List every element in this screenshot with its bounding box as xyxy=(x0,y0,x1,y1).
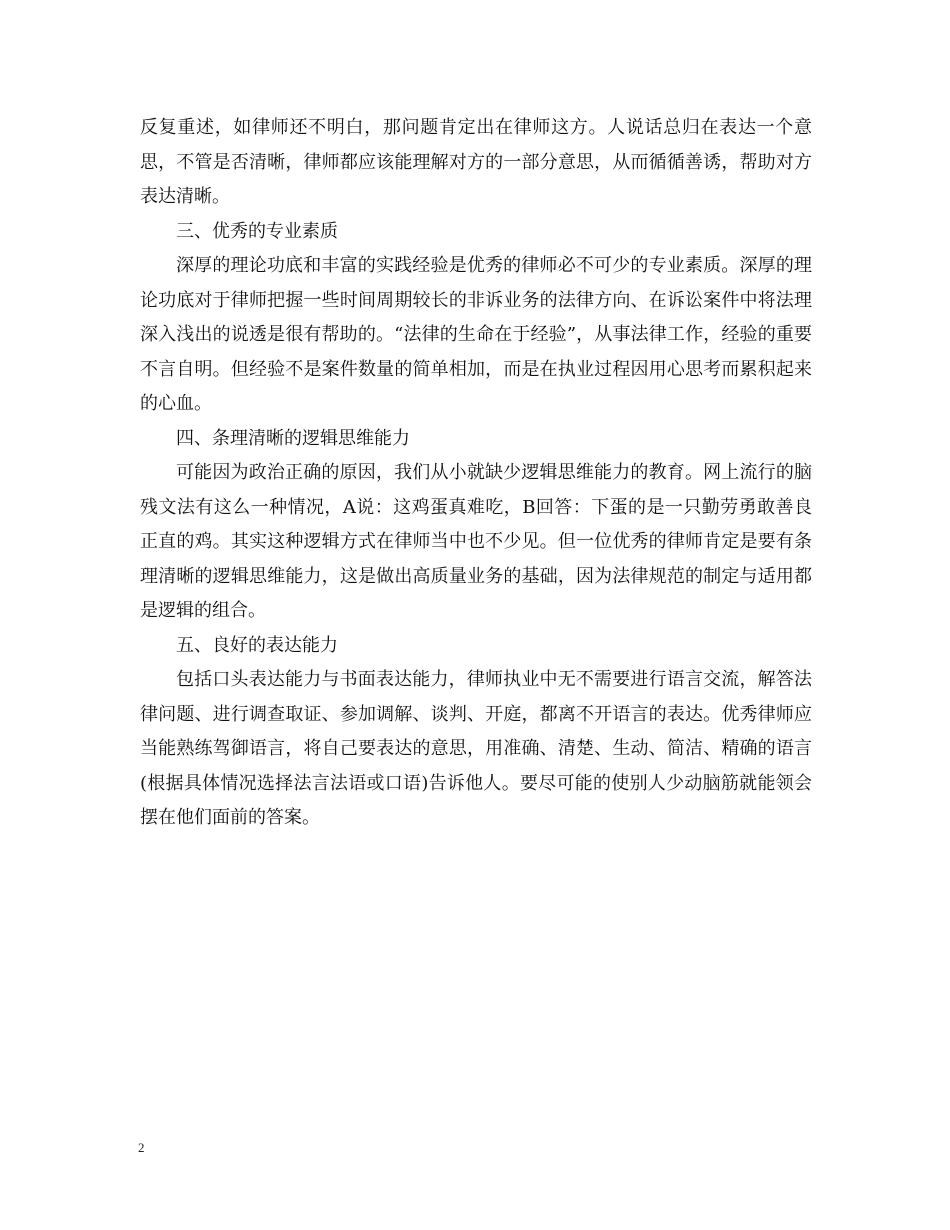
document-body xyxy=(140,111,812,836)
paragraph-professional-quality: 深厚的理论功底和丰富的实践经验是优秀的律师必不可少的专业素质。深厚的理论功底对于律师把握一些时间周期较长的非诉业务的法律方向、在诉讼案件中将法理深入浅出的说透是很有帮助的。“法律的生命在于经验”，从事法律工作，经验的重要不言自明。但经验不是案件数量的简单相加，而是在执业过程因用心思考而累积起来的心血。 xyxy=(140,255,812,414)
paragraph-logical-thinking: 可能因为政治正确的原因，我们从小就缺少逻辑思维能力的教育。网上流行的脑残文法有这么一种情况，A说：这鸡蛋真难吃，B回答：下蛋的是一只勤劳勇敢善良正直的鸡。其实这种逻辑方式在律师当中也不少见。但一位优秀的律师肯定是要有条理清晰的逻辑思维能力，这是做出高质量业务的基础，因为法律规范的制定与适用都是逻辑的组合。 xyxy=(140,462,812,621)
paragraph-expression-ability: 包括口头表达能力与书面表达能力，律师执业中无不需要进行语言交流，解答法律问题、进行调查取证、参加调解、谈判、开庭，都离不开语言的表达。优秀律师应当能熟练驾御语言，将自己要表达的意思，用准确、清楚、生动、简洁、精确的语言(根据具体情况选择法言法语或口语)告诉他人。要尽可能的使别人少动脑筋就能领会摆在他们面前的答案。 xyxy=(140,669,812,828)
page-number: 2 xyxy=(138,1140,145,1155)
section-heading-3: 三、优秀的专业素质 xyxy=(176,220,338,242)
section-heading-4: 四、条理清晰的逻辑思维能力 xyxy=(176,427,410,449)
paragraph-continuation: 反复重述，如律师还不明白，那问题肯定出在律师这方。人说话总归在表达一个意思，不管是否清晰，律师都应该能理解对方的一部分意思，从而循循善诱，帮助对方表达清晰。 xyxy=(140,117,812,207)
section-heading-5: 五、良好的表达能力 xyxy=(176,634,338,656)
